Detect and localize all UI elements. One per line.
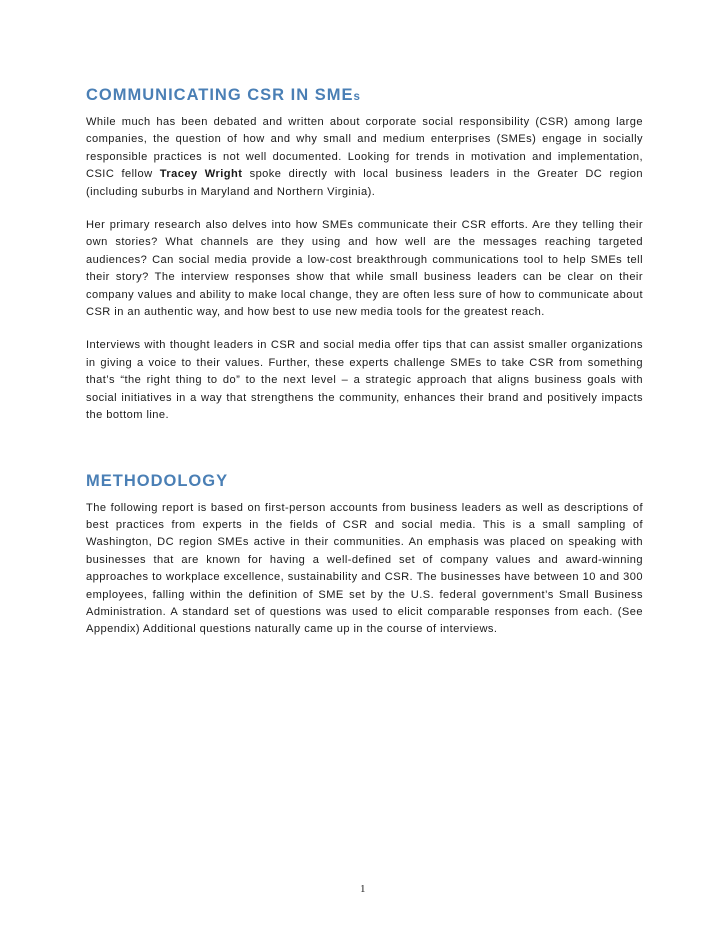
methodology-paragraph: The following report is based on first-person accounts from business leaders as well as descriptions of best practices from experts in the fields of CSR and social media. This is a small sampling of Washington, DC region SMEs active in their communities. An emphasis was placed on speaking with businesses that are known for having a well-defined set of company values and award-winning approaches to workplace excellence, sustainability and CSR. The businesses have between 10 and 300 employees, falling within the definition of SME set by the U.S. federal government’s Small Business Administration. A standard set of questions was used to elicit comparable responses from each. (See Appendix) Additional questions naturally came up in the course of interviews. bbox=[86, 501, 643, 636]
section-heading-communicating-csr bbox=[86, 84, 643, 108]
intro-text-start: While much has been debated and written about corporate social responsibility (CSR) among large companies, the question of how and why small and medium enterprises (SMEs) engage in socially responsible practices is not well documented. Looking for trends in motivation and implementation, CSIC fellow bbox=[86, 116, 643, 181]
document-page bbox=[86, 84, 643, 639]
fellow-name: Tracey Wright bbox=[159, 168, 243, 181]
heading-main-text: COMMUNICATING CSR IN SME bbox=[86, 86, 354, 104]
intro-paragraph bbox=[86, 114, 643, 201]
intro-text-end: spoke directly with local business leaders in the Greater DC region (including suburbs in Maryland and Northern Virginia). bbox=[86, 168, 643, 198]
heading-suffix-text: s bbox=[353, 91, 361, 103]
page-number: 1 bbox=[360, 883, 366, 895]
research-paragraph: Her primary research also delves into how SMEs communicate their CSR efforts. Are they telling their own stories? What channels are they using and how well are the messages reaching targeted audiences? Can social media provide a low-cost breakthrough communications tool to help SMEs tell their story? The interview responses show that while small business leaders can be clear on their company values and ability to make local change, they are often less sure of how to communicate about CSR in an authentic way, and how best to use new media tools for the greatest reach. bbox=[86, 219, 643, 319]
section-heading-methodology: METHODOLOGY bbox=[86, 471, 229, 490]
thought-leaders-paragraph: Interviews with thought leaders in CSR and social media offer tips that can assist smaller organizations in giving a voice to their values. Further, these experts challenge SMEs to take CSR from something that’s “the right thing to do” to the next level – a strategic approach that aligns business goals with social initiatives in a way that strengthens the community, enhances their brand and positively impacts the bottom line. bbox=[86, 339, 643, 422]
